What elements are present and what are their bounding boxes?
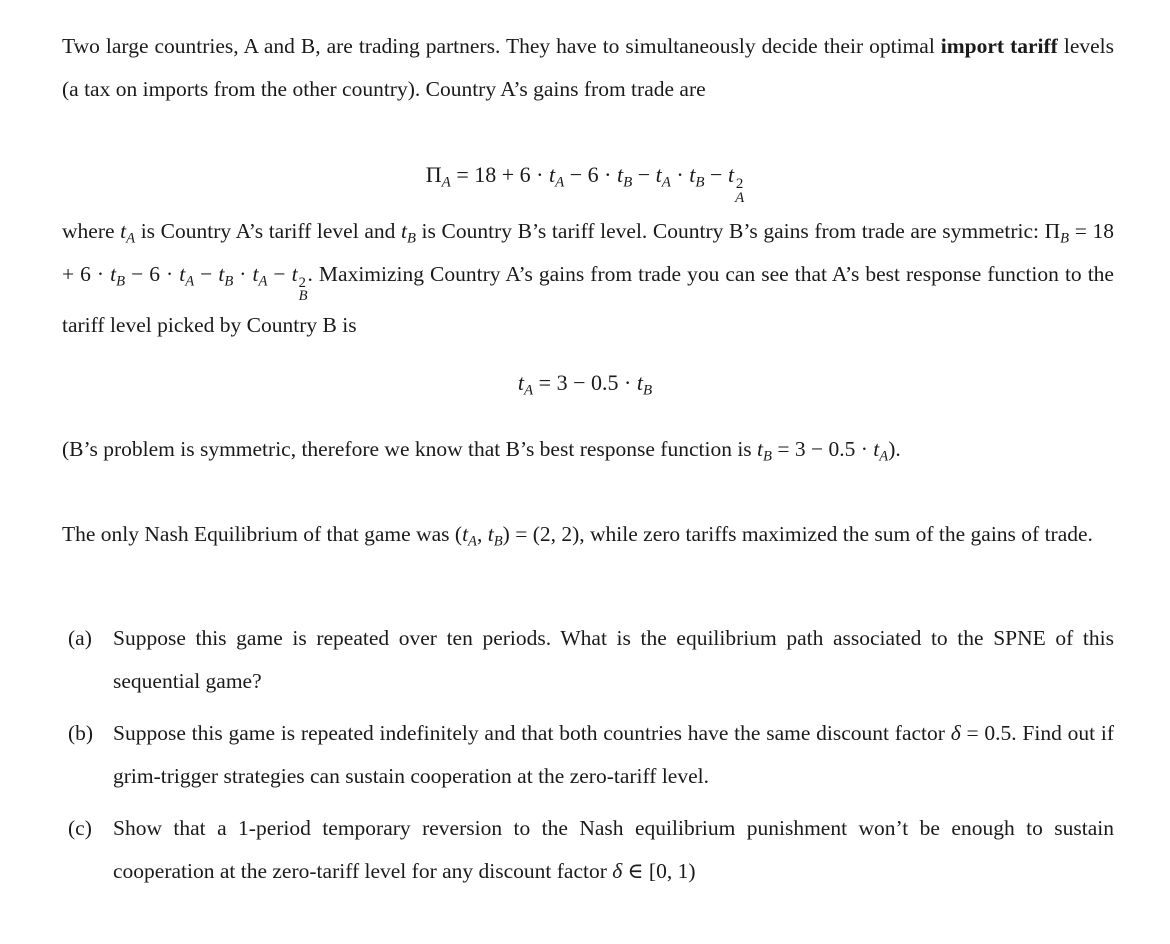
best-response-equation-a: $t_A = 3 - 0.5 \cdot t_B$: [517, 370, 653, 399]
question-a: [62, 617, 1114, 703]
question-b-label: (b): [68, 721, 94, 745]
question-b: [62, 712, 1114, 798]
definition-paragraph: where $t_A$ is Country A’s tariff level and $t_B$ is Country B’s tariff level. Country B’s gains from trade are symmetric: $\Pi_B = 18 + 6 \cdot t_B - 6 \cdot t_A - t_B \cdot t_A - t$ 2 B . Maximizing Country A’s gains from trade you can see that A’s best response function to the tariff level picked by Country B is: [62, 219, 1114, 338]
import-tariff-bold: import tariff: [940, 34, 1058, 58]
question-c-label: (c): [68, 816, 92, 840]
nash-equilibrium-paragraph: The only Nash Equilibrium of that game was ($t_A$, $t_B) = (2$, 2), while zero tariffs maximized the sum of the gains of trade.: [62, 522, 1093, 550]
question-a-text: Suppose this game is repeated over ten periods. What is the equilibrium path associated to the SPNE of this sequential game?: [113, 626, 1114, 693]
question-a-label: (a): [68, 626, 92, 650]
symmetry-paragraph: (B’s problem is symmetric, therefore we know that B’s best response function is $t_B = 3 - 0.5 \cdot t_A$).: [62, 437, 901, 465]
question-b-text: Suppose this game is repeated indefinitely and that both countries have the same discount factor δ = 0.5. Find out if grim-trigger strategies can sustain cooperation at the zero-tariff level.: [113, 721, 1114, 788]
payoff-equation-a: $\Pi_A = 18 + 6 \cdot t_A - 6 \cdot t_B - t_A \cdot t_B - t$ 2 A: [425, 162, 745, 206]
question-c: [62, 807, 1114, 893]
question-c-text: Show that a 1-period temporary reversion to the Nash equilibrium punishment won’t be enough to sustain cooperation at the zero-tariff level for any discount factor δ ∈ [0, 1): [113, 816, 1114, 883]
intro-paragraph: Two large countries, A and B, are trading partners. They have to simultaneously decide their optimal import tariff levels (a tax on imports from the other country). Country A’s gains from trade are: [62, 34, 1114, 101]
